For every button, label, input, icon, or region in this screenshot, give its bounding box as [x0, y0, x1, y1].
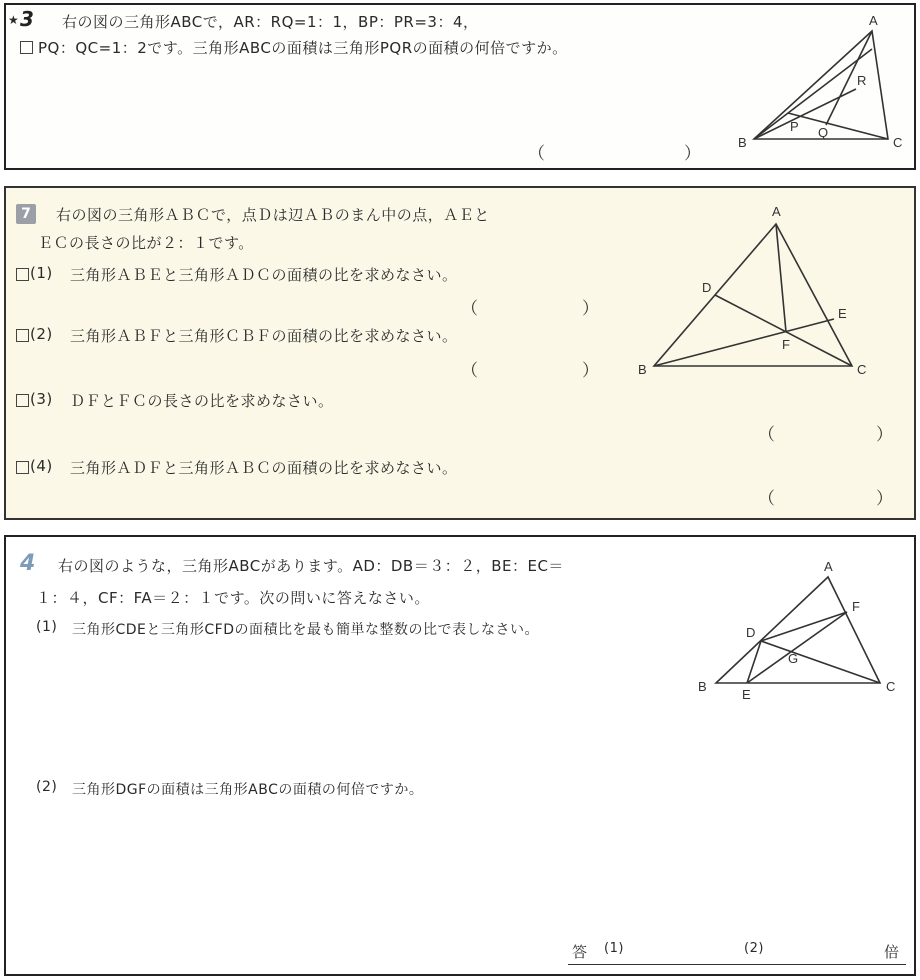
- problem-text-line-2: PQ：QC=1：2です。三角形ABCの面積は三角形PQRの面積の何倍ですか。: [38, 39, 568, 57]
- check-box-1[interactable]: [16, 268, 29, 281]
- check-box-4[interactable]: [16, 461, 29, 474]
- star-mark: ★: [8, 13, 19, 27]
- question-1-text: 三角形CDEと三角形CFDの面積比を最も簡単な整数の比で表しなさい。: [72, 622, 540, 638]
- answer-label: 答: [572, 943, 588, 961]
- label-e: E: [742, 687, 751, 702]
- check-box-2[interactable]: [16, 329, 29, 342]
- question-3-number: (3): [30, 390, 53, 408]
- problem-number: 4: [20, 551, 36, 576]
- problem-text-line-2: ＥＣの長さの比が２：１です。: [38, 234, 254, 252]
- problem-7-panel: [4, 186, 916, 520]
- question-1-number: (1): [36, 619, 58, 635]
- triangle-abc: [716, 577, 880, 683]
- answer-3-bracket-left: （: [758, 425, 775, 445]
- problem-text-line-2: １：４，CF：FA＝２：１です。次の問いに答えなさい。: [36, 589, 430, 607]
- label-p: P: [790, 119, 799, 134]
- label-f: F: [782, 337, 790, 352]
- question-4-text: 三角形ＡＤＦと三角形ＡＢＣの面積の比を求めなさい。: [70, 459, 458, 477]
- triangle-figure: [686, 555, 906, 705]
- answer-bracket-left: （: [528, 144, 545, 164]
- label-b: B: [698, 679, 707, 694]
- answer-bracket-right: ）: [684, 144, 701, 164]
- problem-3-panel: [4, 3, 916, 170]
- question-4-number: (4): [30, 457, 53, 475]
- segment-ef: [747, 612, 847, 683]
- question-3-text: ＤＦとＦＣの長さの比を求めなさい。: [70, 392, 334, 410]
- label-a: A: [772, 204, 781, 219]
- answer-1-bracket-right: ）: [582, 299, 599, 319]
- question-1-number: (1): [30, 264, 53, 282]
- question-2-number: (2): [30, 325, 53, 343]
- problem-4-panel: [4, 535, 916, 976]
- answer-4-bracket-left: （: [758, 489, 775, 509]
- triangle-figure: [726, 9, 916, 167]
- problem-number: 3: [20, 7, 34, 31]
- label-q: Q: [818, 125, 829, 140]
- label-b: B: [738, 135, 747, 150]
- label-g: G: [788, 651, 799, 666]
- label-d: D: [702, 280, 712, 295]
- label-b: B: [638, 362, 647, 377]
- question-1-text: 三角形ＡＢＥと三角形ＡＤＣの面積の比を求めなさい。: [70, 266, 458, 284]
- label-d: D: [746, 625, 756, 640]
- answer-4-bracket-right: ）: [876, 489, 893, 509]
- answer-underline[interactable]: [568, 964, 906, 965]
- label-c: C: [857, 362, 867, 377]
- answer-3-bracket-right: ）: [876, 425, 893, 445]
- label-f: F: [852, 599, 860, 614]
- label-a: A: [869, 13, 878, 28]
- segment-df: [761, 612, 847, 641]
- question-2-text: 三角形ＡＢＦと三角形ＣＢＦの面積の比を求めなさい。: [70, 327, 458, 345]
- label-c: C: [886, 679, 896, 694]
- label-e: E: [838, 306, 847, 321]
- check-box[interactable]: [20, 41, 33, 54]
- question-2-text: 三角形DGFの面積は三角形ABCの面積の何倍ですか。: [72, 782, 424, 798]
- answer-1-bracket-left: （: [461, 299, 478, 319]
- label-r: R: [857, 73, 867, 88]
- problem-text-line-1: 右の図の三角形ＡＢＣで，点Ｄは辺ＡＢのまん中の点，ＡＥと: [56, 206, 490, 224]
- label-c: C: [893, 135, 903, 150]
- question-2-number: (2): [36, 779, 58, 795]
- answer-2-bracket-right: ）: [582, 361, 599, 381]
- triangle-abc: [654, 224, 852, 366]
- segment-b-side: [754, 49, 872, 139]
- answer-2-bracket-left: （: [461, 361, 478, 381]
- problem-number: 7: [16, 204, 36, 224]
- segment-pc: [788, 113, 888, 139]
- answer-part-2: (2): [744, 941, 764, 956]
- check-box-3[interactable]: [16, 394, 29, 407]
- problem-text-line-1: 右の図のような，三角形ABCがあります。AD：DB＝３：２，BE：EC＝: [58, 557, 564, 575]
- answer-part-1: (1): [604, 941, 624, 956]
- answer-unit: 倍: [884, 943, 900, 961]
- problem-text-line-1: 右の図の三角形ABCで，AR：RQ=1：1，BP：PR=3：4，: [62, 13, 479, 31]
- triangle-figure: [626, 194, 876, 394]
- label-a: A: [824, 559, 833, 574]
